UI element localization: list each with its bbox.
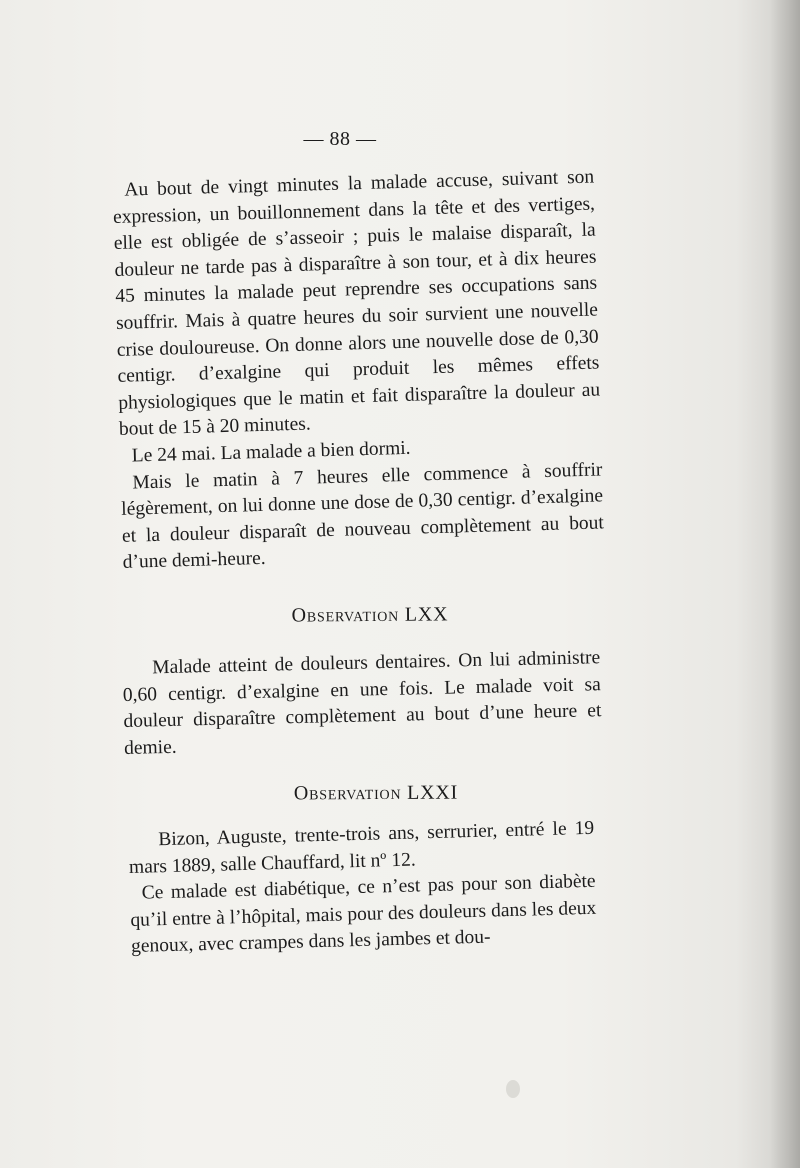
page-number: — 88 — [303, 128, 377, 150]
section-heading [276, 781, 476, 805]
section-heading [270, 603, 470, 627]
paragraph: Le 24 mai. La malade a bien dormi. [131, 437, 411, 467]
observation-text [128, 816, 597, 961]
paragraph: Malade atteint de douleurs dentaires. On lui administre 0,60 centigr. d’exalgine en une fois. Le malade voit sa douleur disparaître complètement au bout d’une heure et demie. [122, 647, 602, 759]
observation-text [122, 645, 602, 762]
observation-heading: Observation LXX [291, 603, 449, 627]
paragraph: Mais le matin à 7 heures elle commence à souffrir légèrement, on lui donne une dose de 0,30 centigr. d’exalgine et la douleur disparaît de nouveau complètement au bout d’une demi-heure. [120, 458, 605, 574]
paragraph: Bizon, Auguste, trente-trois ans, serrurier, entré le 19 mars 1889, salle Chauffard, lit nº 12. [128, 817, 595, 878]
observation-heading: Observation LXXI [293, 781, 459, 805]
paragraph: Au bout de vingt minutes la malade accuse, suivant son expression, un bouillonnement dans la tête et des vertiges, elle est obligée de s’asseoir ; puis le malaise disparaît, la douleur ne tarde pas à disparaître à son tour, et à dix heures 45 minutes la malade peut reprendre ses occupations sans souffrir. Mais à quatre heures du soir survient une nouvelle crise douloureuse. On donne alors une nouvelle dose de 0,30 centigr. d’exalgine qui produit les mêmes effets physiologiques que le matin et fait disparaître la douleur au bout de 15 à 20 minutes. [112, 166, 601, 441]
paragraph: Ce malade est diabétique, ce n’est pas pour son diabète qu’il entre à l’hôpital, mais pour des douleurs dans les deux genoux, avec crampes dans les jambes et dou- [130, 870, 597, 958]
continued-observation-text [112, 165, 605, 577]
paper-stain [506, 1080, 520, 1098]
